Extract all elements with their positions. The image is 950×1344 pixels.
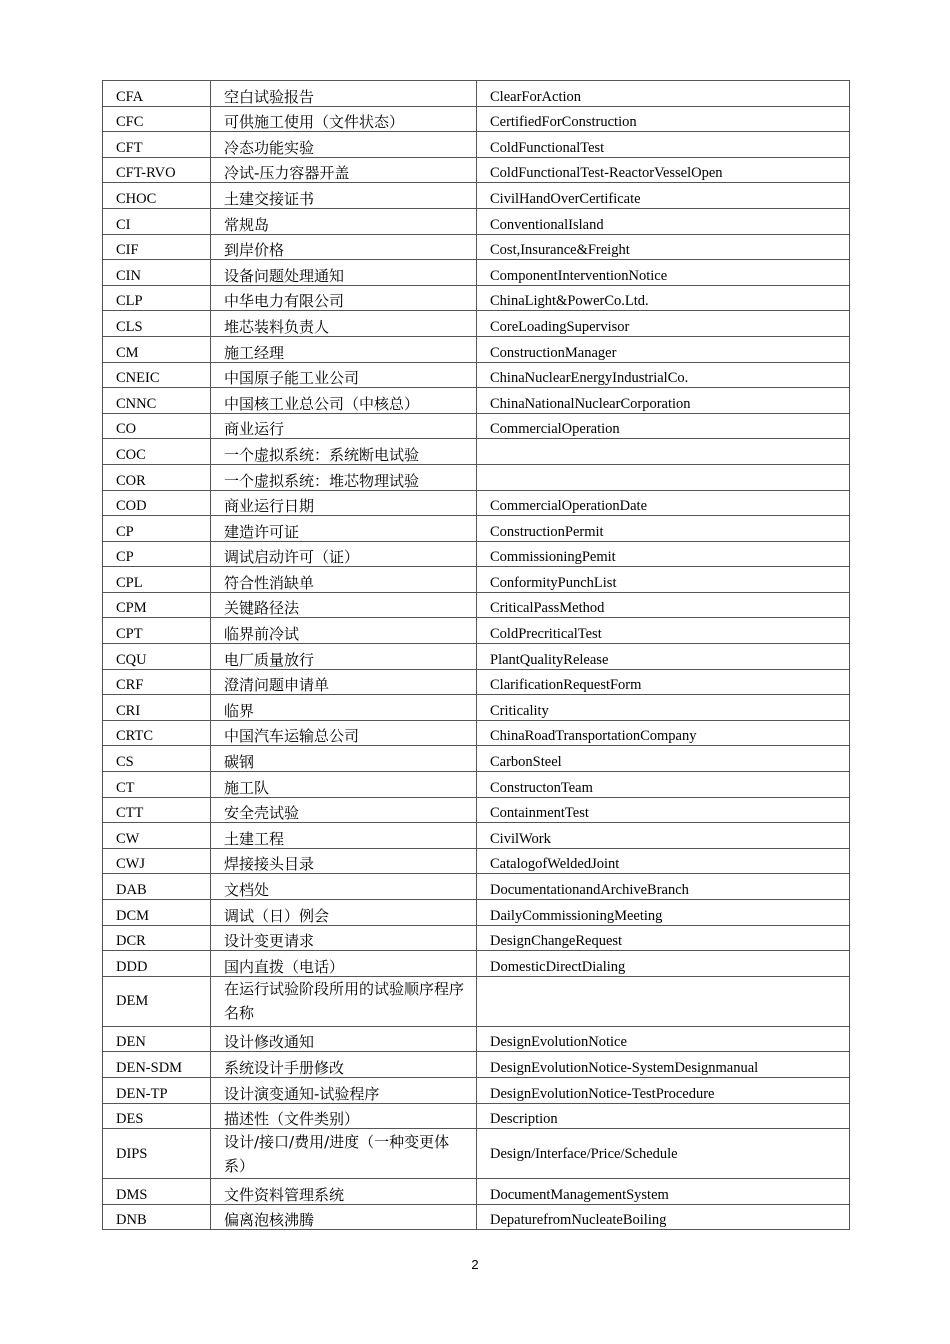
abbreviation-cell: CPM [103, 592, 211, 618]
english-term-cell: Description [477, 1103, 850, 1129]
chinese-term-cell: 土建交接证书 [211, 183, 477, 209]
abbreviation-cell: COD [103, 490, 211, 516]
table-row [103, 362, 850, 388]
abbreviation-cell: CFT-RVO [103, 157, 211, 183]
english-term-cell: ConformityPunchList [477, 567, 850, 593]
chinese-term-cell: 文档处 [211, 874, 477, 900]
table-row [103, 132, 850, 158]
abbreviation-cell: CIF [103, 234, 211, 260]
table-row [103, 1026, 850, 1052]
abbreviation-cell: CLP [103, 285, 211, 311]
abbreviation-cell: CPL [103, 567, 211, 593]
english-term-cell: ColdFunctionalTest-ReactorVesselOpen [477, 157, 850, 183]
abbreviation-cell: CP [103, 541, 211, 567]
english-term-cell: DesignChangeRequest [477, 925, 850, 951]
table-row [103, 720, 850, 746]
table-row [103, 848, 850, 874]
abbreviation-cell: CLS [103, 311, 211, 337]
chinese-term-cell: 碳钢 [211, 746, 477, 772]
chinese-term-cell: 中华电力有限公司 [211, 285, 477, 311]
chinese-term-cell: 建造许可证 [211, 516, 477, 542]
chinese-term-cell: 设计修改通知 [211, 1026, 477, 1052]
chinese-term-cell: 描述性（文件类别） [211, 1103, 477, 1129]
table-row [103, 823, 850, 849]
english-term-cell: Design/Interface/Price/Schedule [477, 1129, 850, 1179]
abbreviation-cell: DEN-SDM [103, 1052, 211, 1078]
table-row [103, 490, 850, 516]
table-row [103, 336, 850, 362]
abbreviation-cell: DIPS [103, 1129, 211, 1179]
table-row [103, 388, 850, 414]
abbreviation-cell: CNNC [103, 388, 211, 414]
abbreviation-cell: CI [103, 208, 211, 234]
english-term-cell: ChinaNationalNuclearCorporation [477, 388, 850, 414]
chinese-term-cell: 商业运行日期 [211, 490, 477, 516]
chinese-term-cell: 调试启动许可（证） [211, 541, 477, 567]
english-term-cell: DesignEvolutionNotice-TestProcedure [477, 1077, 850, 1103]
glossary-table [102, 80, 850, 1230]
english-term-cell: ContainmentTest [477, 797, 850, 823]
english-term-cell: ColdFunctionalTest [477, 132, 850, 158]
abbreviation-cell: CFA [103, 81, 211, 107]
abbreviation-cell: DDD [103, 951, 211, 977]
english-term-cell: CatalogofWeldedJoint [477, 848, 850, 874]
chinese-term-cell: 商业运行 [211, 413, 477, 439]
abbreviation-cell: CW [103, 823, 211, 849]
chinese-term-cell: 中国核工业总公司（中核总） [211, 388, 477, 414]
table-row [103, 516, 850, 542]
table-row [103, 157, 850, 183]
abbreviation-cell: CRI [103, 695, 211, 721]
english-term-cell: DocumentManagementSystem [477, 1179, 850, 1205]
abbreviation-cell: CM [103, 336, 211, 362]
abbreviation-cell: CWJ [103, 848, 211, 874]
abbreviation-cell: CS [103, 746, 211, 772]
english-term-cell: ConstructonTeam [477, 772, 850, 798]
table-row [103, 644, 850, 670]
english-term-cell: Criticality [477, 695, 850, 721]
chinese-term-cell: 澄清问题申请单 [211, 669, 477, 695]
table-row [103, 1204, 850, 1230]
table-row [103, 1129, 850, 1179]
english-term-cell: CivilWork [477, 823, 850, 849]
abbreviation-cell: DEM [103, 976, 211, 1026]
abbreviation-cell: CO [103, 413, 211, 439]
chinese-term-cell: 施工队 [211, 772, 477, 798]
abbreviation-cell: CFT [103, 132, 211, 158]
table-row [103, 260, 850, 286]
table-row [103, 1077, 850, 1103]
chinese-term-cell: 焊接接头目录 [211, 848, 477, 874]
english-term-cell: ChinaLight&PowerCo.Ltd. [477, 285, 850, 311]
english-term-cell: ConstructionPermit [477, 516, 850, 542]
chinese-term-cell: 空白试验报告 [211, 81, 477, 107]
abbreviation-cell: DES [103, 1103, 211, 1129]
table-row [103, 951, 850, 977]
table-row [103, 976, 850, 1026]
chinese-term-cell: 偏离泡核沸腾 [211, 1204, 477, 1230]
abbreviation-cell: CRTC [103, 720, 211, 746]
english-term-cell: DailyCommissioningMeeting [477, 900, 850, 926]
chinese-term-cell: 设计变更请求 [211, 925, 477, 951]
english-term-cell: ChinaRoadTransportationCompany [477, 720, 850, 746]
english-term-cell: Cost,Insurance&Freight [477, 234, 850, 260]
abbreviation-cell: CPT [103, 618, 211, 644]
english-term-cell: ClarificationRequestForm [477, 669, 850, 695]
english-term-cell: CommercialOperationDate [477, 490, 850, 516]
english-term-cell: ConventionalIsland [477, 208, 850, 234]
chinese-term-cell: 符合性消缺单 [211, 567, 477, 593]
chinese-term-cell: 安全壳试验 [211, 797, 477, 823]
abbreviation-cell: CRF [103, 669, 211, 695]
chinese-term-cell: 一个虚拟系统：系统断电试验 [211, 439, 477, 465]
english-term-cell: DomesticDirectDialing [477, 951, 850, 977]
table-row [103, 183, 850, 209]
table-row [103, 900, 850, 926]
english-term-cell: ComponentInterventionNotice [477, 260, 850, 286]
english-term-cell: PlantQualityRelease [477, 644, 850, 670]
chinese-term-cell: 常规岛 [211, 208, 477, 234]
chinese-term-cell: 电厂质量放行 [211, 644, 477, 670]
table-row [103, 1103, 850, 1129]
abbreviation-cell: DCR [103, 925, 211, 951]
table-row [103, 81, 850, 107]
table-row [103, 106, 850, 132]
english-term-cell: CertifiedForConstruction [477, 106, 850, 132]
table-row [103, 1052, 850, 1078]
english-term-cell [477, 439, 850, 465]
abbreviation-cell: DAB [103, 874, 211, 900]
abbreviation-cell: CTT [103, 797, 211, 823]
english-term-cell: DocumentationandArchiveBranch [477, 874, 850, 900]
table-row [103, 874, 850, 900]
english-term-cell: CivilHandOverCertificate [477, 183, 850, 209]
page-number: 2 [471, 1257, 479, 1272]
table-row [103, 772, 850, 798]
chinese-term-cell: 国内直拨（电话） [211, 951, 477, 977]
chinese-term-cell: 系统设计手册修改 [211, 1052, 477, 1078]
english-term-cell: DepaturefromNucleateBoiling [477, 1204, 850, 1230]
english-term-cell: DesignEvolutionNotice [477, 1026, 850, 1052]
english-term-cell: CarbonSteel [477, 746, 850, 772]
abbreviation-cell: DNB [103, 1204, 211, 1230]
english-term-cell: ChinaNuclearEnergyIndustrialCo. [477, 362, 850, 388]
table-row [103, 234, 850, 260]
table-row [103, 541, 850, 567]
table-row [103, 669, 850, 695]
abbreviation-cell: CHOC [103, 183, 211, 209]
chinese-term-cell: 施工经理 [211, 336, 477, 362]
abbreviation-cell: CQU [103, 644, 211, 670]
abbreviation-cell: CFC [103, 106, 211, 132]
chinese-term-cell: 文件资料管理系统 [211, 1179, 477, 1205]
english-term-cell [477, 976, 850, 1026]
table-row [103, 618, 850, 644]
english-term-cell: ConstructionManager [477, 336, 850, 362]
chinese-term-cell: 设计/接口/费用/进度（一种变更体系） [211, 1129, 477, 1179]
chinese-term-cell: 冷试-压力容器开盖 [211, 157, 477, 183]
abbreviation-cell: CIN [103, 260, 211, 286]
chinese-term-cell: 设备问题处理通知 [211, 260, 477, 286]
abbreviation-cell: CT [103, 772, 211, 798]
chinese-term-cell: 中国汽车运输总公司 [211, 720, 477, 746]
chinese-term-cell: 到岸价格 [211, 234, 477, 260]
chinese-term-cell: 冷态功能实验 [211, 132, 477, 158]
table-row [103, 567, 850, 593]
chinese-term-cell: 土建工程 [211, 823, 477, 849]
abbreviation-cell: CP [103, 516, 211, 542]
table-row [103, 285, 850, 311]
chinese-term-cell: 一个虚拟系统：堆芯物理试验 [211, 464, 477, 490]
chinese-term-cell: 堆芯装料负责人 [211, 311, 477, 337]
chinese-term-cell: 临界前冷试 [211, 618, 477, 644]
abbreviation-cell: CNEIC [103, 362, 211, 388]
table-row [103, 695, 850, 721]
abbreviation-cell: COR [103, 464, 211, 490]
table-row [103, 208, 850, 234]
table-row [103, 592, 850, 618]
table-row [103, 925, 850, 951]
table-row [103, 413, 850, 439]
table-row [103, 311, 850, 337]
glossary-body [103, 81, 850, 1230]
english-term-cell: CriticalPassMethod [477, 592, 850, 618]
english-term-cell: ClearForAction [477, 81, 850, 107]
english-term-cell: CommissioningPemit [477, 541, 850, 567]
abbreviation-cell: DCM [103, 900, 211, 926]
table-row [103, 746, 850, 772]
english-term-cell [477, 464, 850, 490]
chinese-term-cell: 临界 [211, 695, 477, 721]
chinese-term-cell: 设计演变通知-试验程序 [211, 1077, 477, 1103]
english-term-cell: CoreLoadingSupervisor [477, 311, 850, 337]
english-term-cell: ColdPrecriticalTest [477, 618, 850, 644]
english-term-cell: DesignEvolutionNotice-SystemDesignmanual [477, 1052, 850, 1078]
chinese-term-cell: 调试（日）例会 [211, 900, 477, 926]
table-row [103, 464, 850, 490]
chinese-term-cell: 在运行试验阶段所用的试验顺序程序名称 [211, 976, 477, 1026]
abbreviation-cell: DMS [103, 1179, 211, 1205]
table-row [103, 439, 850, 465]
table-row [103, 797, 850, 823]
english-term-cell: CommercialOperation [477, 413, 850, 439]
abbreviation-cell: COC [103, 439, 211, 465]
chinese-term-cell: 中国原子能工业公司 [211, 362, 477, 388]
chinese-term-cell: 关键路径法 [211, 592, 477, 618]
abbreviation-cell: DEN-TP [103, 1077, 211, 1103]
chinese-term-cell: 可供施工使用（文件状态） [211, 106, 477, 132]
abbreviation-cell: DEN [103, 1026, 211, 1052]
table-row [103, 1179, 850, 1205]
